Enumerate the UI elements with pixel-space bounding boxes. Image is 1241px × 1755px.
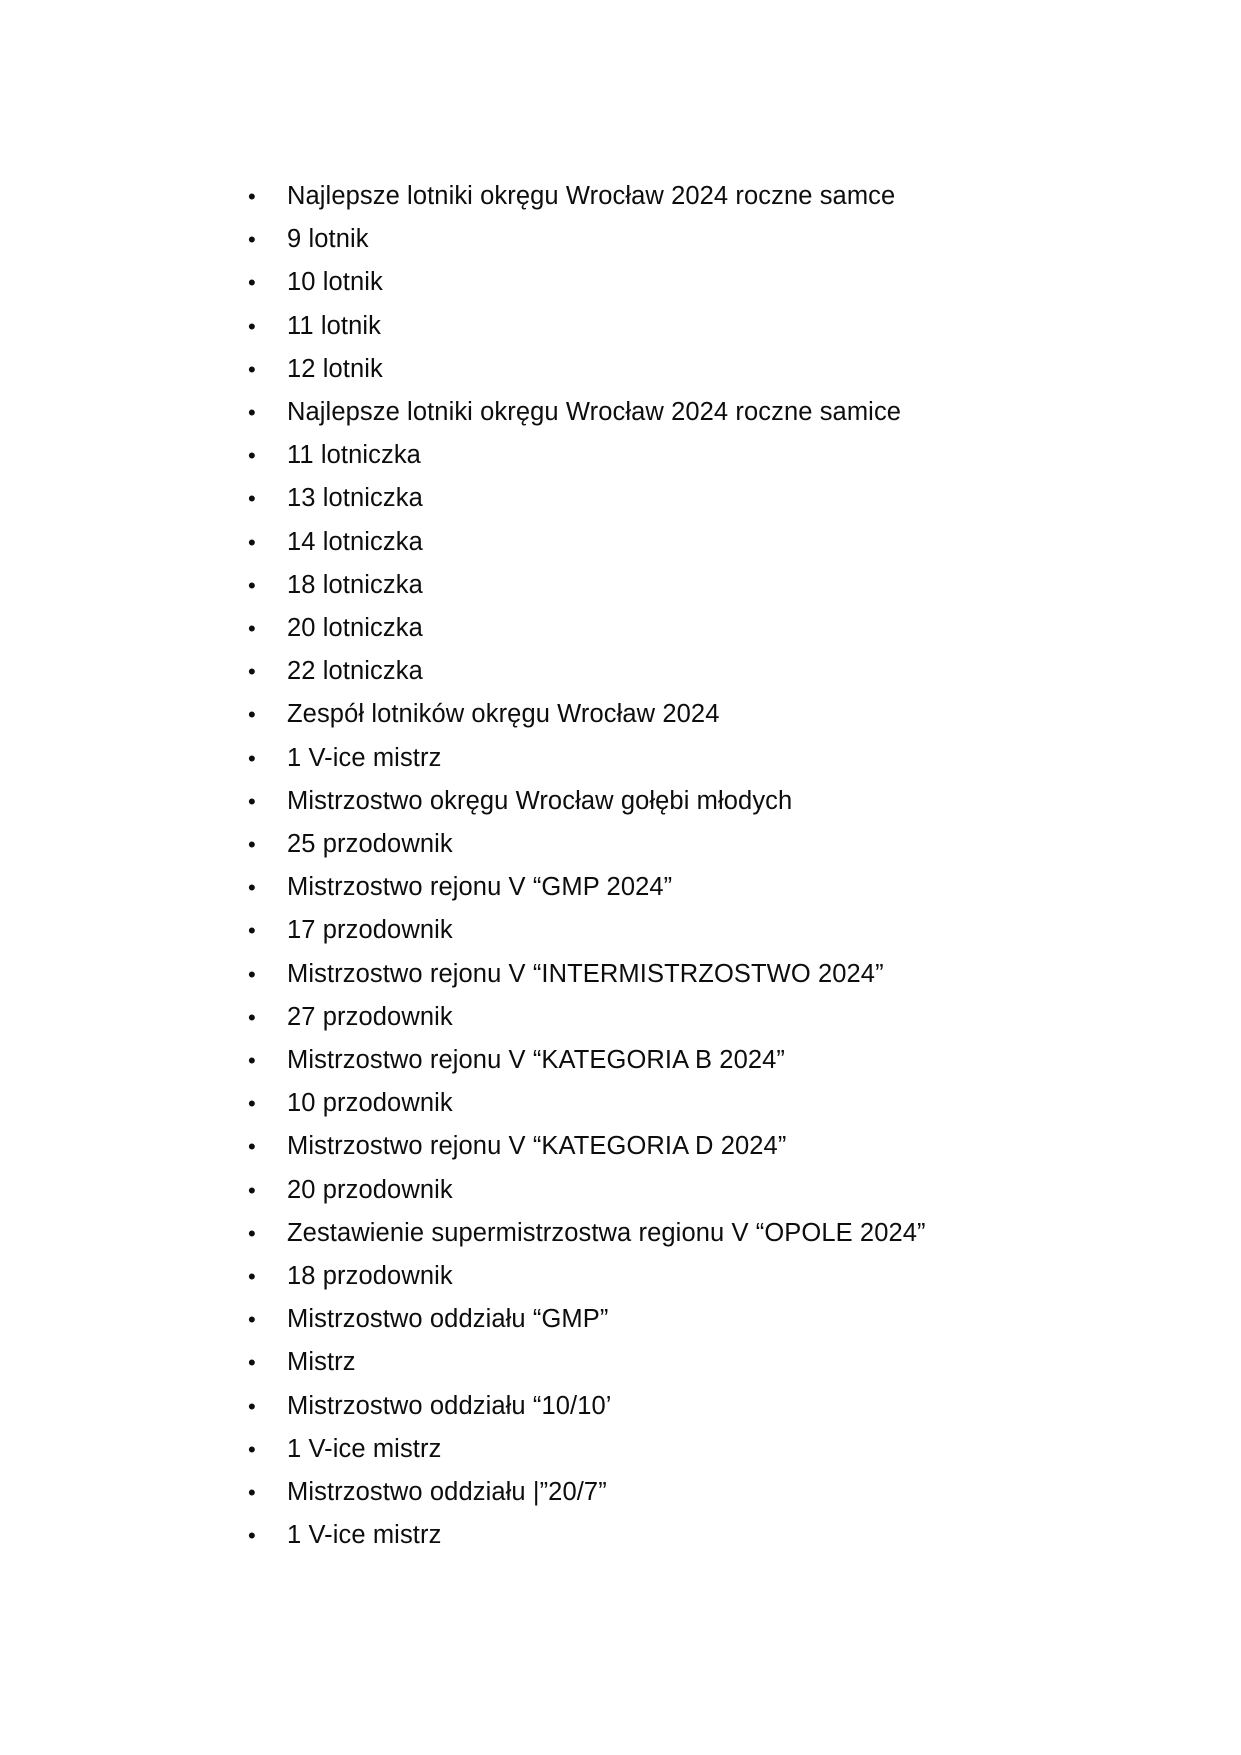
- list-item-label: Mistrzostwo rejonu V “KATEGORIA B 2024”: [287, 1046, 786, 1075]
- bullet-icon: •: [248, 270, 256, 296]
- list-item: [120, 218, 1121, 261]
- list-item-label: 1 V-ice mistrz: [287, 1521, 442, 1550]
- list-item-label: 13 lotniczka: [287, 484, 423, 513]
- list-item-label: Mistrzostwo oddziału “10/10’: [287, 1391, 612, 1420]
- list-item: [120, 953, 1121, 996]
- list-item: [120, 521, 1121, 564]
- list-item: [120, 391, 1121, 434]
- bullet-icon: •: [248, 1091, 256, 1117]
- list-item-label: Zespół lotników okręgu Wrocław 2024: [287, 700, 720, 729]
- bullet-icon: •: [248, 875, 256, 901]
- list-item: [120, 780, 1121, 823]
- bullet-icon: •: [248, 1307, 256, 1333]
- list-item: [120, 909, 1121, 952]
- list-item: [120, 261, 1121, 304]
- bullet-icon: •: [248, 1220, 256, 1246]
- list-item: [120, 1298, 1121, 1341]
- list-item: [120, 607, 1121, 650]
- list-item-label: Mistrzostwo oddziału |”20/7”: [287, 1478, 607, 1507]
- list-item: [120, 866, 1121, 909]
- list-item-label: Najlepsze lotniki okręgu Wrocław 2024 roczne samice: [287, 398, 902, 427]
- list-item-label: 25 przodownik: [287, 830, 453, 859]
- list-item-label: 18 lotniczka: [287, 570, 423, 599]
- bullet-icon: •: [248, 184, 256, 209]
- list-item: [120, 1039, 1121, 1082]
- list-item-label: Mistrzostwo okręgu Wrocław gołębi młodych: [287, 786, 793, 815]
- list-item: [120, 737, 1121, 780]
- list-item-label: Mistrzostwo rejonu V “KATEGORIA D 2024”: [287, 1132, 787, 1161]
- bullet-icon: •: [248, 1048, 256, 1074]
- list-item-label: 9 lotnik: [287, 225, 369, 254]
- list-item-label: Mistrzostwo rejonu V “INTERMISTRZOSTWO 2024”: [287, 959, 884, 988]
- list-item-label: 14 lotniczka: [287, 527, 423, 556]
- list-item: [120, 1428, 1121, 1471]
- bullet-icon: •: [248, 356, 256, 382]
- bullet-icon: •: [248, 1264, 256, 1290]
- list-item-label: 12 lotnik: [287, 354, 383, 383]
- list-item-label: 20 lotniczka: [287, 614, 423, 643]
- list-item: [120, 564, 1121, 607]
- list-item: [120, 693, 1121, 736]
- bullet-icon: •: [248, 1393, 256, 1419]
- list-item-label: 27 przodownik: [287, 1002, 453, 1031]
- list-item-label: Mistrz: [287, 1348, 356, 1377]
- bullet-icon: •: [248, 1523, 256, 1549]
- bullet-icon: •: [248, 961, 256, 987]
- bullet-icon: •: [248, 745, 256, 771]
- list-item: [120, 1255, 1121, 1298]
- bullet-icon: •: [248, 918, 256, 944]
- list-item-label: 1 V-ice mistrz: [287, 743, 442, 772]
- list-item: [120, 1385, 1121, 1428]
- bullet-icon: •: [248, 313, 256, 339]
- list-item: [120, 1125, 1121, 1168]
- list-item: [120, 175, 1121, 218]
- list-item-label: Mistrzostwo rejonu V “GMP 2024”: [287, 873, 673, 902]
- list-item-label: 1 V-ice mistrz: [287, 1434, 442, 1463]
- bullet-icon: •: [248, 832, 256, 858]
- list-item-label: 18 przodownik: [287, 1262, 453, 1291]
- bullet-icon: •: [248, 1134, 256, 1160]
- list-item: [120, 434, 1121, 477]
- bullet-icon: •: [248, 1480, 256, 1506]
- achievements-list: [120, 175, 1121, 1558]
- list-item-label: 11 lotnik: [287, 311, 381, 340]
- list-item: [120, 823, 1121, 866]
- bullet-icon: •: [248, 1004, 256, 1030]
- bullet-icon: •: [248, 1350, 256, 1376]
- list-item-label: 17 przodownik: [287, 916, 453, 945]
- list-item: [120, 1341, 1121, 1384]
- bullet-icon: •: [248, 227, 256, 253]
- bullet-icon: •: [248, 443, 256, 469]
- list-item: [120, 305, 1121, 348]
- bullet-icon: •: [248, 1436, 256, 1462]
- list-item-label: Najlepsze lotniki okręgu Wrocław 2024 roczne samce: [287, 182, 896, 210]
- list-item: [120, 477, 1121, 520]
- list-item-label: 10 lotnik: [287, 268, 383, 297]
- list-item: [120, 1212, 1121, 1255]
- list-item: [120, 1082, 1121, 1125]
- bullet-icon: •: [248, 572, 256, 598]
- list-item: [120, 1514, 1121, 1557]
- bullet-icon: •: [248, 616, 256, 642]
- list-item-label: 20 przodownik: [287, 1175, 453, 1204]
- bullet-icon: •: [248, 529, 256, 555]
- list-item: [120, 1471, 1121, 1514]
- bullet-icon: •: [248, 400, 256, 426]
- list-item-label: 10 przodownik: [287, 1089, 453, 1118]
- list-item-label: Mistrzostwo oddziału “GMP”: [287, 1305, 609, 1334]
- bullet-icon: •: [248, 702, 256, 728]
- bullet-icon: •: [248, 659, 256, 685]
- bullet-icon: •: [248, 1177, 256, 1203]
- list-item: [120, 348, 1121, 391]
- list-item-label: Zestawienie supermistrzostwa regionu V “OPOLE 2024”: [287, 1218, 926, 1247]
- list-item: [120, 1169, 1121, 1212]
- list-item-label: 22 lotniczka: [287, 657, 423, 686]
- bullet-icon: •: [248, 788, 256, 814]
- list-item: [120, 996, 1121, 1039]
- list-item: [120, 650, 1121, 693]
- bullet-icon: •: [248, 486, 256, 512]
- list-item-label: 11 lotniczka: [287, 441, 421, 470]
